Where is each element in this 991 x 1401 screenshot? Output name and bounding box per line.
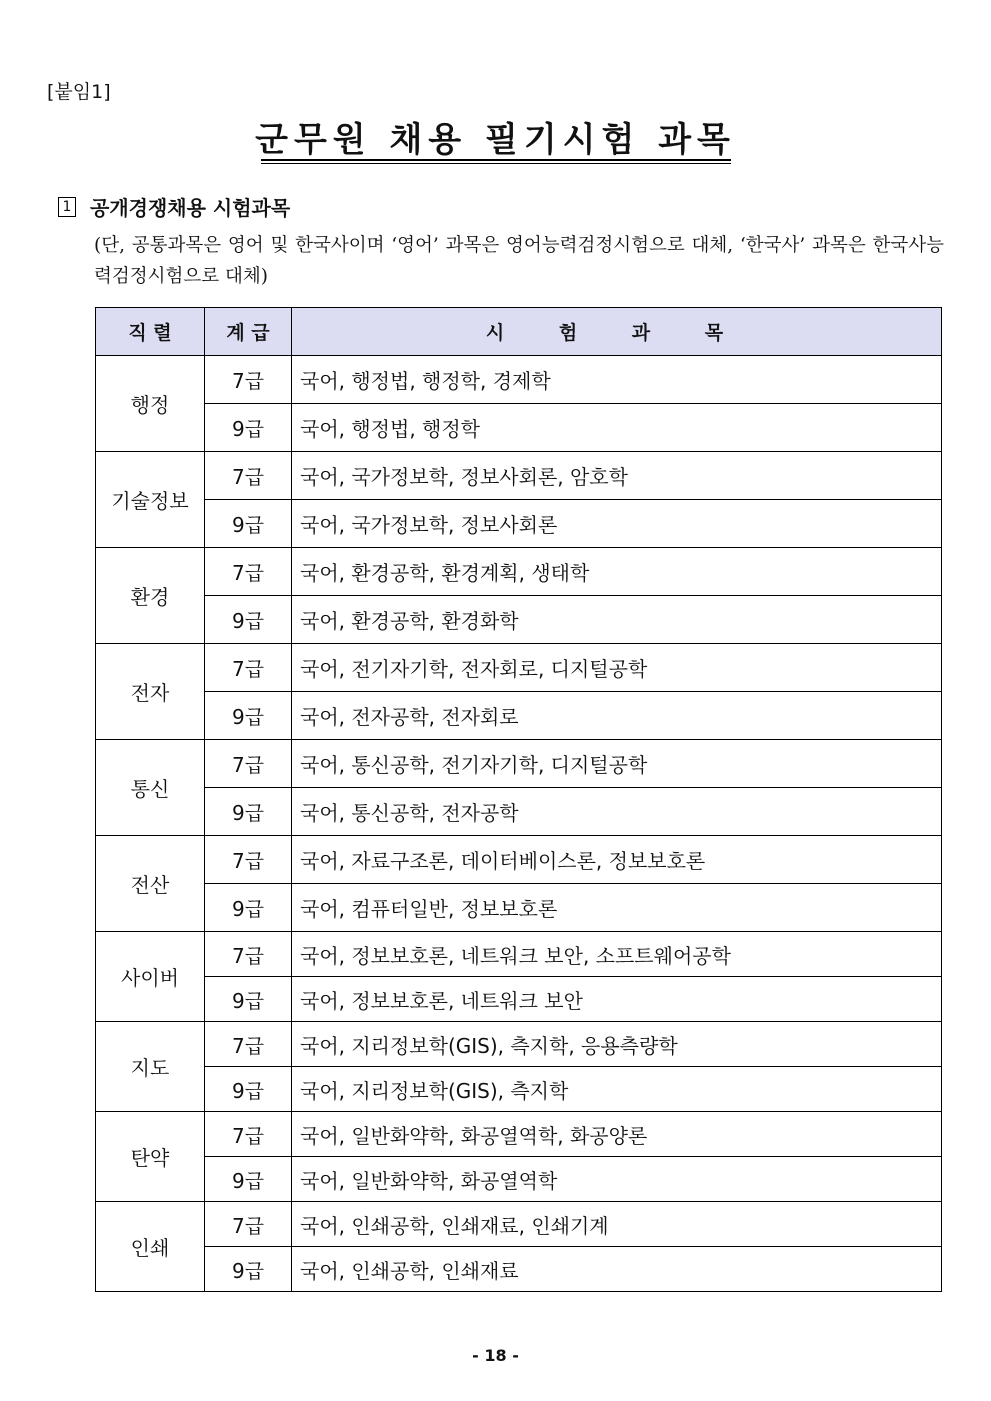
section-heading-text: 공개경쟁채용 시험과목 — [90, 196, 291, 220]
series-cell: 환경 — [96, 548, 205, 644]
grade-cell: 9급 — [205, 500, 292, 548]
subjects-cell: 국어, 환경공학, 환경화학 — [292, 596, 942, 644]
grade-cell: 9급 — [205, 596, 292, 644]
table-header-row — [96, 308, 942, 356]
header-grade: 계 급 — [205, 308, 292, 356]
table-row — [96, 452, 942, 500]
subjects-cell: 국어, 환경공학, 환경계획, 생태학 — [292, 548, 942, 596]
grade-cell: 7급 — [205, 548, 292, 596]
grade-cell: 7급 — [205, 644, 292, 692]
attachment-label: [붙임1] — [47, 81, 111, 103]
header-series: 직 렬 — [96, 308, 205, 356]
series-cell: 사이버 — [96, 932, 205, 1022]
subjects-cell: 국어, 지리정보학(GIS), 측지학, 응용측량학 — [292, 1022, 942, 1067]
table-row — [96, 1202, 942, 1247]
grade-cell: 9급 — [205, 977, 292, 1022]
table-row — [96, 500, 942, 548]
grade-cell: 7급 — [205, 836, 292, 884]
series-cell: 탄약 — [96, 1112, 205, 1202]
table-row — [96, 1022, 942, 1067]
section-number-box: 1 — [58, 197, 76, 217]
series-cell: 기술정보 — [96, 452, 205, 548]
subjects-cell: 국어, 통신공학, 전자공학 — [292, 788, 942, 836]
grade-cell: 9급 — [205, 1067, 292, 1112]
table-row — [96, 836, 942, 884]
page-title: 군무원 채용 필기시험 과목 — [255, 120, 736, 160]
grade-cell: 7급 — [205, 1112, 292, 1157]
subjects-cell: 국어, 행정법, 행정학, 경제학 — [292, 356, 942, 404]
subjects-cell: 국어, 정보보호론, 네트워크 보안 — [292, 977, 942, 1022]
series-cell: 인쇄 — [96, 1202, 205, 1292]
grade-cell: 7급 — [205, 1022, 292, 1067]
table-row — [96, 356, 942, 404]
table-row — [96, 932, 942, 977]
subjects-cell: 국어, 일반화약학, 화공열역학, 화공양론 — [292, 1112, 942, 1157]
grade-cell: 7급 — [205, 932, 292, 977]
grade-cell: 9급 — [205, 884, 292, 932]
subjects-cell: 국어, 통신공학, 전기자기학, 디지털공학 — [292, 740, 942, 788]
grade-cell: 9급 — [205, 1157, 292, 1202]
grade-cell: 7급 — [205, 1202, 292, 1247]
grade-cell: 9급 — [205, 788, 292, 836]
grade-cell: 9급 — [205, 404, 292, 452]
subjects-cell: 국어, 일반화약학, 화공열역학 — [292, 1157, 942, 1202]
subjects-cell: 국어, 자료구조론, 데이터베이스론, 정보보호론 — [292, 836, 942, 884]
subjects-cell: 국어, 지리정보학(GIS), 측지학 — [292, 1067, 942, 1112]
table-row — [96, 548, 942, 596]
grade-cell: 7급 — [205, 740, 292, 788]
table-row — [96, 1067, 942, 1112]
table-row — [96, 1112, 942, 1157]
exam-subjects-table — [95, 307, 942, 1292]
header-subjects: 시 험 과 목 — [292, 308, 942, 356]
grade-cell: 9급 — [205, 692, 292, 740]
series-cell: 전산 — [96, 836, 205, 932]
series-cell: 지도 — [96, 1022, 205, 1112]
page-number: - 18 - — [472, 1346, 519, 1365]
table-row — [96, 596, 942, 644]
series-cell: 행정 — [96, 356, 205, 452]
title-underline — [261, 159, 731, 161]
table-row — [96, 977, 942, 1022]
grade-cell: 7급 — [205, 452, 292, 500]
subjects-cell: 국어, 정보보호론, 네트워크 보안, 소프트웨어공학 — [292, 932, 942, 977]
grade-cell: 7급 — [205, 356, 292, 404]
table-row — [96, 404, 942, 452]
subjects-cell: 국어, 행정법, 행정학 — [292, 404, 942, 452]
series-cell: 전자 — [96, 644, 205, 740]
series-cell: 통신 — [96, 740, 205, 836]
subjects-cell: 국어, 국가정보학, 정보사회론 — [292, 500, 942, 548]
table-row — [96, 1157, 942, 1202]
table-row — [96, 884, 942, 932]
subjects-cell: 국어, 인쇄공학, 인쇄재료 — [292, 1247, 942, 1292]
grade-cell: 9급 — [205, 1247, 292, 1292]
table-row — [96, 692, 942, 740]
subjects-cell: 국어, 전기자기학, 전자회로, 디지털공학 — [292, 644, 942, 692]
title-underline-thin — [261, 163, 731, 164]
table-row — [96, 1247, 942, 1292]
table-row — [96, 644, 942, 692]
table-row — [96, 788, 942, 836]
subjects-cell: 국어, 컴퓨터일반, 정보보호론 — [292, 884, 942, 932]
section-heading — [58, 192, 290, 221]
section-note: (단, 공통과목은 영어 및 한국사이며 ‘영어’ 과목은 영어능력검정시험으로 대체, ‘한국사’ 과목은 한국사능력검정시험으로 대체) — [94, 235, 944, 287]
subjects-cell: 국어, 국가정보학, 정보사회론, 암호학 — [292, 452, 942, 500]
subjects-cell: 국어, 인쇄공학, 인쇄재료, 인쇄기계 — [292, 1202, 942, 1247]
subjects-cell: 국어, 전자공학, 전자회로 — [292, 692, 942, 740]
table-row — [96, 740, 942, 788]
